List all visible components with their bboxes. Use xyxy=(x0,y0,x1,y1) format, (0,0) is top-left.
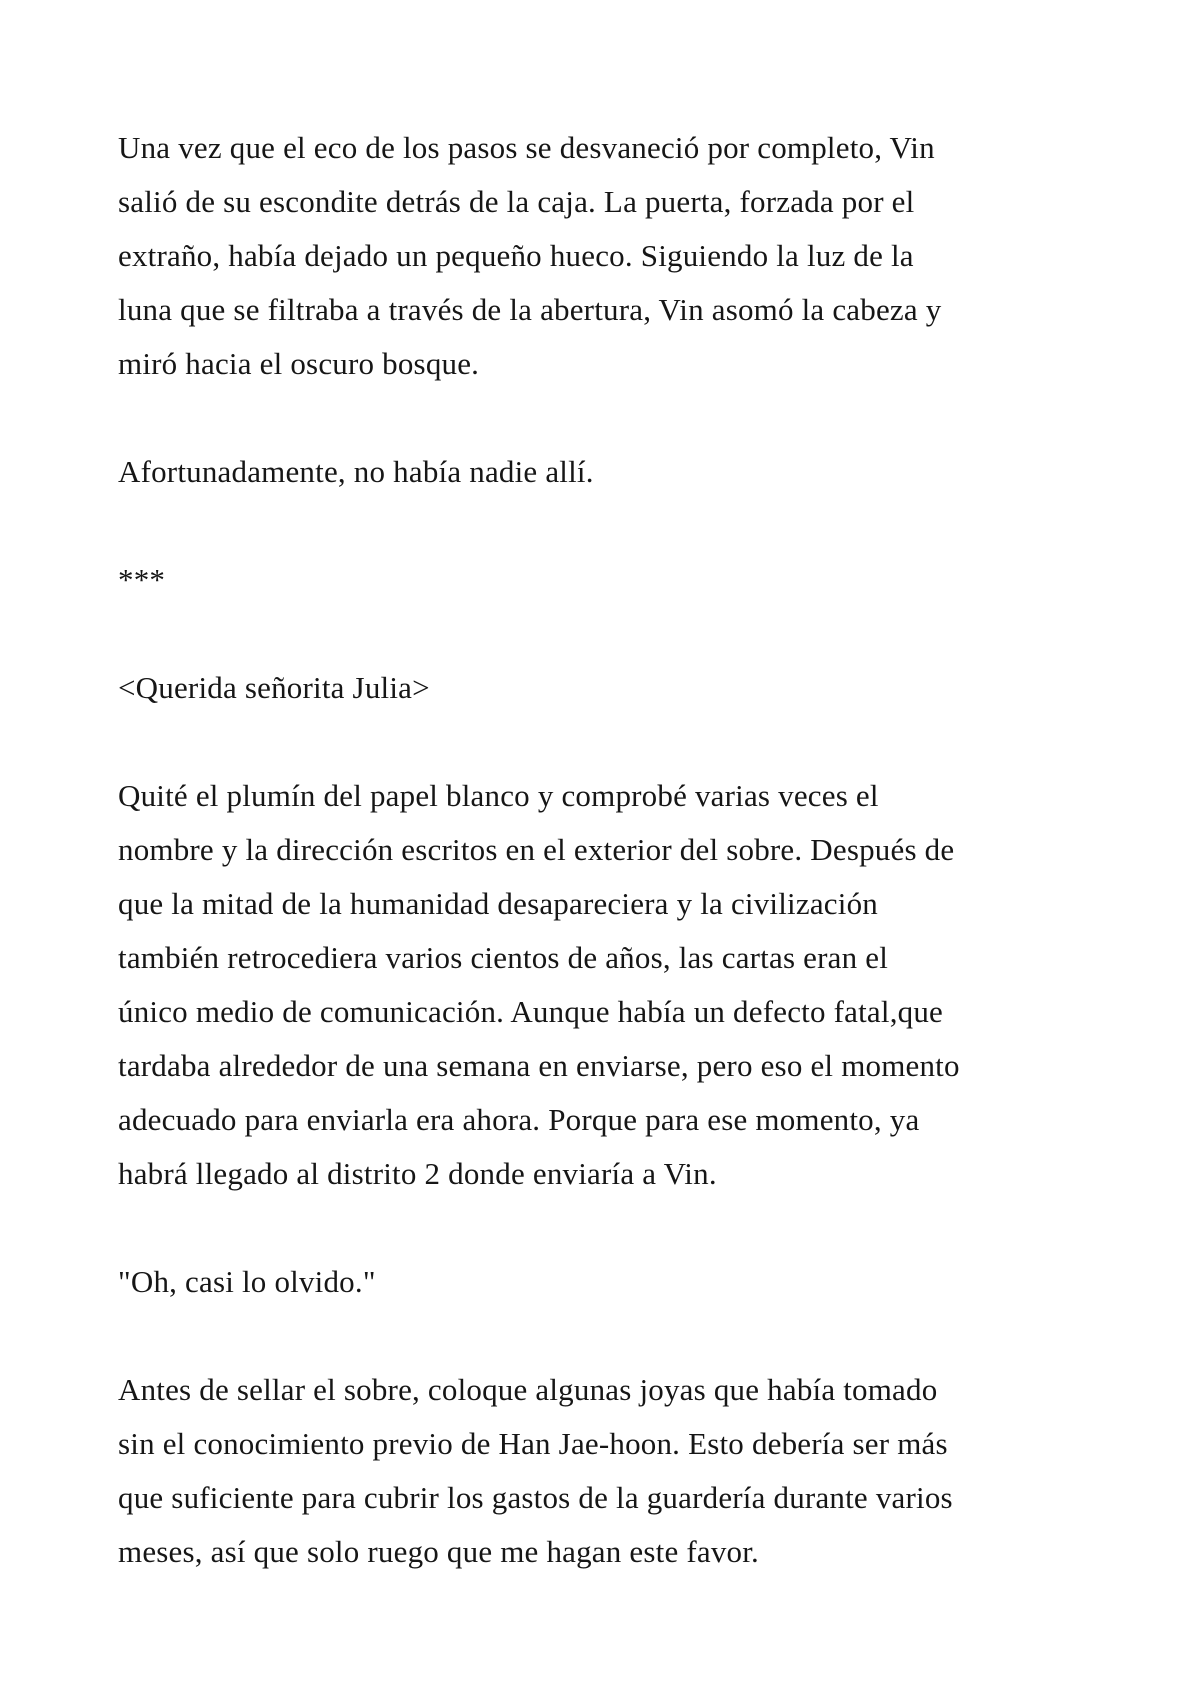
paragraph xyxy=(118,1363,1110,1579)
text-line: habrá llegado al distrito 2 donde enviaría a Vin. xyxy=(118,1156,717,1191)
paragraph xyxy=(118,553,1110,607)
text-line: *** xyxy=(118,562,166,597)
text-line: tardaba alrededor de una semana en enviarse, pero eso el momento xyxy=(118,1048,960,1083)
text-line: que suficiente para cubrir los gastos de la guardería durante varios xyxy=(118,1480,953,1515)
text-line: "Oh, casi lo olvido." xyxy=(118,1264,376,1299)
text-line: <Querida señorita Julia> xyxy=(118,670,430,705)
text-line: extraño, había dejado un pequeño hueco. Siguiendo la luz de la xyxy=(118,238,914,273)
paragraph xyxy=(118,769,1110,1201)
text-line: sin el conocimiento previo de Han Jae-hoon. Esto debería ser más xyxy=(118,1426,948,1461)
text-line: miró hacia el oscuro bosque. xyxy=(118,346,480,381)
text-line: Antes de sellar el sobre, coloque algunas joyas que había tomado xyxy=(118,1372,938,1407)
text-line: también retrocediera varios cientos de años, las cartas eran el xyxy=(118,940,889,975)
text-content xyxy=(118,121,1110,1579)
text-line: Quité el plumín del papel blanco y comprobé varias veces el xyxy=(118,778,879,813)
text-line: Afortunadamente, no había nadie allí. xyxy=(118,454,594,489)
text-line: luna que se filtraba a través de la abertura, Vin asomó la cabeza y xyxy=(118,292,942,327)
paragraph xyxy=(118,445,1110,499)
paragraph xyxy=(118,1255,1110,1309)
text-line: nombre y la dirección escritos en el exterior del sobre. Después de xyxy=(118,832,955,867)
text-line: adecuado para enviarla era ahora. Porque para ese momento, ya xyxy=(118,1102,920,1137)
paragraph xyxy=(118,121,1110,391)
text-line: único medio de comunicación. Aunque había un defecto fatal,que xyxy=(118,994,943,1029)
paragraph xyxy=(118,661,1110,715)
text-line: meses, así que solo ruego que me hagan este favor. xyxy=(118,1534,760,1569)
text-line: Una vez que el eco de los pasos se desvaneció por completo, Vin xyxy=(118,130,935,165)
text-line: salió de su escondite detrás de la caja. La puerta, forzada por el xyxy=(118,184,915,219)
text-line: que la mitad de la humanidad desapareciera y la civilización xyxy=(118,886,878,921)
